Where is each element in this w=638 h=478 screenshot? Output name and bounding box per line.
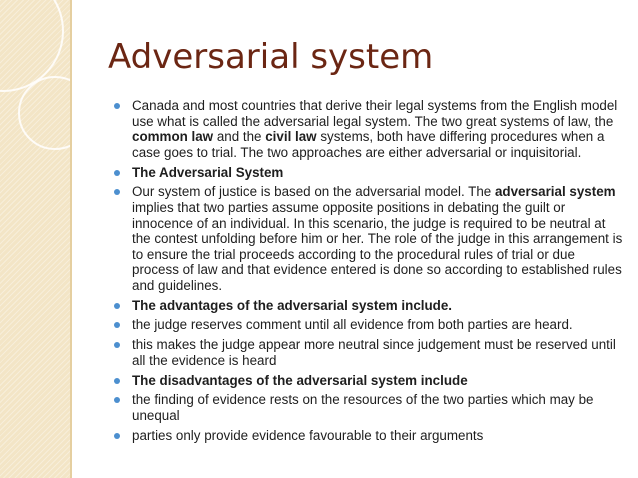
bullet-text: Our system of justice is based on the adversarial model. The [132,184,495,200]
decorative-side-panel [0,0,70,478]
bullet-item [112,317,624,333]
slide-title: Adversarial system [108,37,434,77]
bullet-dot-icon [114,433,120,439]
bullet-text: this makes the judge appear more neutral since judgement must be reserved until all the evidence is heard [132,337,616,368]
bullet-item [112,428,624,444]
bullet-dot-icon [114,189,120,195]
bullet-item [112,184,624,293]
bullet-text: The Adversarial System [132,164,284,180]
bullet-heading [112,298,624,314]
side-divider [70,0,72,478]
bullet-dot-icon [114,103,120,109]
bullet-text: parties only provide evidence favourable to their arguments [132,427,484,443]
bullet-heading [112,373,624,389]
bullet-dot-icon [114,303,120,309]
bullet-bold-term: civil law [265,129,317,145]
bullet-dot-icon [114,378,120,384]
bullet-dot-icon [114,342,120,348]
bullet-list [112,98,624,443]
bullet-bold-term: common law [132,129,214,145]
bullet-dot-icon [114,397,120,403]
bullet-text: and the [213,129,266,145]
bullet-text: Canada and most countries that derive their legal systems from the English model use what is called the adversarial legal system. The two great systems of law, the [132,98,618,129]
bullet-text: the judge reserves comment until all evidence from both parties are heard. [132,317,573,333]
bullet-dot-icon [114,322,120,328]
bullet-text: The advantages of the adversarial system include. [132,297,453,313]
slide-content [112,98,624,448]
bullet-text: implies that two parties assume opposite positions in debating the guilt or innocence of an individual. In this scenario, the judge is required to be neutral at the contest unfolding before him or her. The role of the judge in this arrangement is to ensure the trial proceeds according to the procedural rules of trial or due process of law and that evidence entered is done so according to established rules and guidelines. [132,199,623,293]
bullet-item [112,98,624,160]
bullet-text: systems, both have differing procedures when a case goes to trial. The two approaches are either adversarial or inquisitorial. [132,129,605,160]
bullet-item [112,337,624,368]
bullet-text: the finding of evidence rests on the resources of the two parties which may be unequal [132,392,594,423]
bullet-bold-term: adversarial system [494,184,616,200]
bullet-text: The disadvantages of the adversarial system include [132,372,468,388]
bullet-dot-icon [114,170,120,176]
bullet-item [112,392,624,423]
bullet-heading [112,165,624,181]
